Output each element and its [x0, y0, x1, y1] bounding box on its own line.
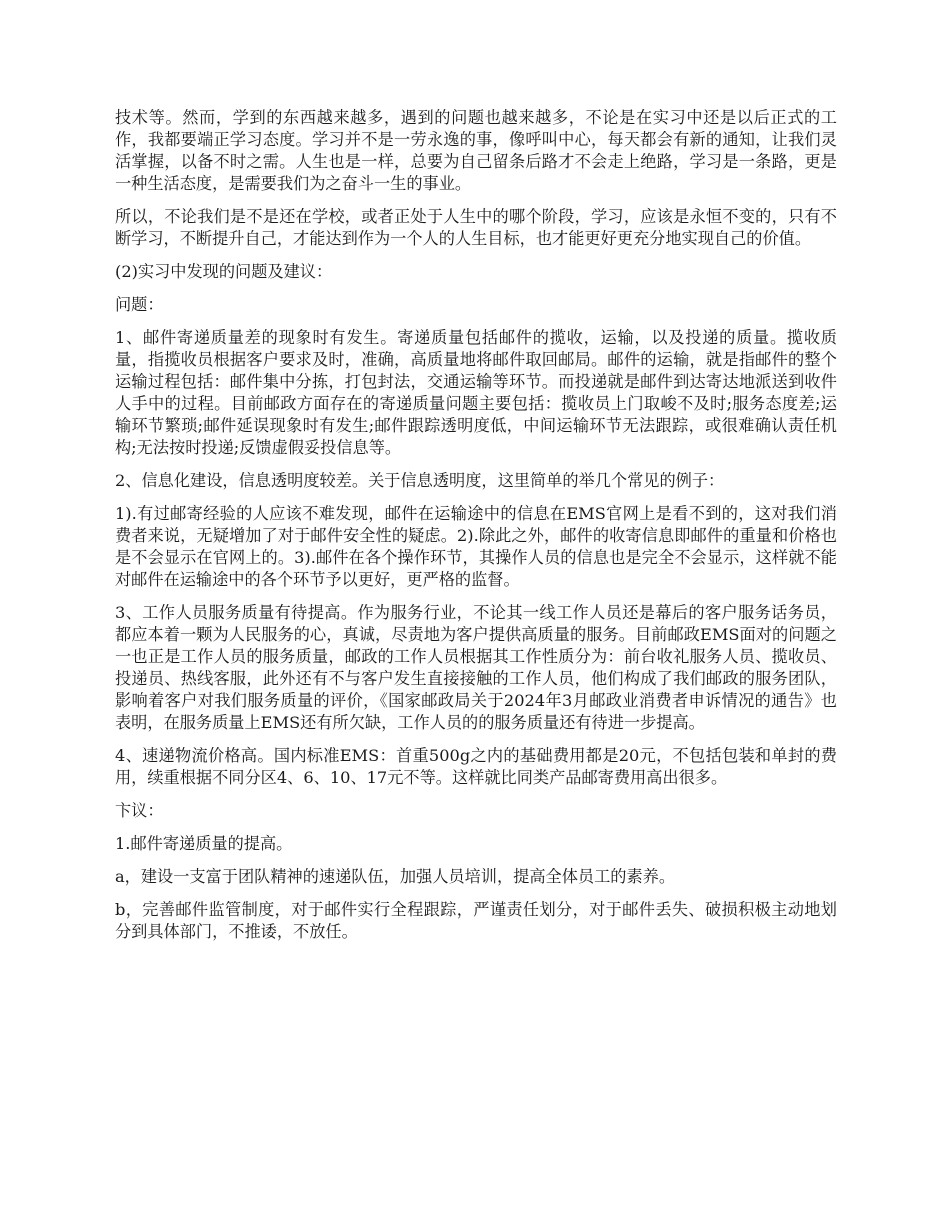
problem-item-4: 4、速递物流价格高。国内标准EMS：首重500g之内的基础费用都是20元，不包括包装和单封的费用，续重根据不同分区4、6、10、17元不等。这样就比同类产品邮寄费用高出很多。 [115, 746, 837, 787]
problem-item-3: 3、工作人员服务质量有待提高。作为服务行业，不论其一线工作人员还是幕后的客户服务话务员，都应本着一颗为人民服务的心，真诚，尽责地为客户提供高质量的服务。目前邮政EMS面对的问题之一也正是工作人员的服务质量，邮政的工作人员根据其工作性质分为：前台收礼服务人员、揽收员、投递员、热线客服，此外还有不与客户发生直接接触的工作人员，他们构成了我们邮政的服务团队，影响着客户对我们服务质量的评价，《国家邮政局关于2024年3月邮政业消费者申诉情况的通告》也表明，在服务质量上EMS还有所欠缺，工作人员的的服务质量还有待进一步提高。 [115, 603, 837, 732]
problem-item-1: 1、邮件寄递质量差的现象时有发生。寄递质量包括邮件的揽收，运输，以及投递的质量。揽收质量，指揽收员根据客户要求及时，准确，高质量地将邮件取回邮局。邮件的运输，就是指邮件的整个运输过程包括：邮件集中分拣，打包封法，交通运输等环节。而投递就是邮件到达寄达地派送到收件人手中的过程。目前邮政方面存在的寄递质量问题主要包括：揽收员上门取峻不及时;服务态度差;运输环节繁琐;邮件延误现象时有发生;邮件跟踪透明度低，中间运输环节无法跟踪，或很难确认责任机构;无法按时投递;反馈虚假妥投信息等。 [115, 328, 837, 457]
subheading-problems: 问题： [115, 295, 164, 314]
subheading-suggestions: 卞议： [115, 801, 164, 820]
paragraph-learning-attitude: 技术等。然而，学到的东西越来越多，遇到的问题也越来越多，不论是在实习中还是以后正式的工作，我都要端正学习态度。学习并不是一劳永逸的事，像呼叫中心，每天都会有新的通知，让我们灵活掌握，以备不时之需。人生也是一样，总要为自己留条后路才不会走上绝路，学习是一条路，更是一种生活态度，是需要我们为之奋斗一生的事业。 [115, 108, 837, 193]
document-body [115, 107, 837, 954]
paragraph-lifelong-learning: 所以，不论我们是不是还在学校，或者正处于人生中的哪个阶段，学习，应该是永恒不变的，只有不断学习，不断提升自己，才能达到作为一个人的人生目标，也才能更好更充分地实现自己的价值。 [115, 207, 837, 248]
problem-item-2-examples: 1).有过邮寄经验的人应该不难发现，邮件在运输途中的信息在EMS官网上是看不到的，这对我们消费者来说，无疑增加了对于邮件安全性的疑虑。2).除此之外，邮件的收寄信息即邮件的重量和价格也是不会显示在官网上的。3).邮件在各个操作环节，其操作人员的信息也是完全不会显示，这样就不能对邮件在运输途中的各个环节予以更好，更严格的监督。 [115, 504, 837, 589]
suggestion-item-1b: b，完善邮件监管制度，对于邮件实行全程跟踪，严谨责任划分，对于邮件丢失、破损积极主动地划分到具体部门，不推诿，不放任。 [115, 900, 837, 941]
section-heading-problems-suggestions: (2)实习中发现的问题及建议： [115, 262, 333, 281]
problem-item-2: 2、信息化建设，信息透明度较差。关于信息透明度，这里简单的举几个常见的例子： [115, 471, 725, 490]
suggestion-item-1: 1.邮件寄递质量的提高。 [115, 834, 293, 853]
suggestion-item-1a: a，建设一支富于团队精神的速递队伍，加强人员培训，提高全体员工的素养。 [115, 867, 676, 886]
